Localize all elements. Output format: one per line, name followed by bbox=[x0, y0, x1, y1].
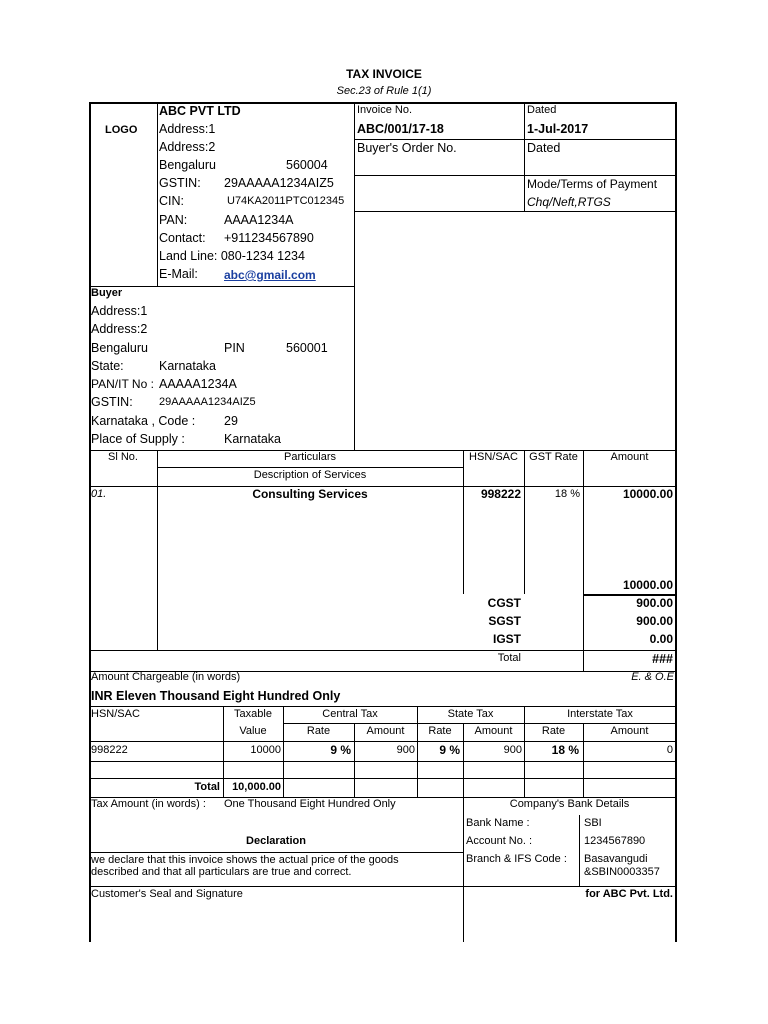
logo-divider bbox=[157, 103, 158, 286]
branch-name: Basavangudi bbox=[584, 853, 648, 865]
buyer-order-label: Buyer's Order No. bbox=[357, 141, 457, 155]
frame-left-line bbox=[89, 102, 91, 942]
frame-right-line bbox=[675, 102, 677, 942]
invoice-no-label: Invoice No. bbox=[357, 104, 413, 116]
inter-rate-header: Rate bbox=[541, 725, 566, 737]
meta-line-3 bbox=[354, 211, 676, 212]
tax-row-inter-amount: 0 bbox=[666, 744, 673, 756]
declaration-line-2: described and that all particulars are true and correct. bbox=[91, 866, 352, 878]
gst-divider bbox=[524, 450, 525, 594]
tax-total-value: 10,000.00 bbox=[232, 781, 281, 793]
invoice-date: 1-Jul-2017 bbox=[527, 122, 589, 136]
seller-pan-label: PAN: bbox=[159, 213, 188, 227]
seller-pan: AAAA1234A bbox=[224, 213, 294, 227]
seller-divider bbox=[354, 103, 355, 451]
item-amount: 10000.00 bbox=[622, 487, 673, 501]
total-amount: ### bbox=[652, 652, 673, 666]
amount-words: INR Eleven Thousand Eight Hundred Only bbox=[91, 689, 341, 703]
buyer-pin-label: PIN bbox=[224, 341, 245, 355]
buyer-pin: 560001 bbox=[286, 341, 328, 355]
tax-total-label: Total bbox=[194, 781, 220, 793]
seller-city: Bengaluru bbox=[159, 158, 216, 172]
buyer-state-label: State: bbox=[91, 359, 124, 373]
state-amount-header: Amount bbox=[474, 725, 513, 737]
tax-row-value: 10000 bbox=[250, 744, 281, 756]
total-line bbox=[89, 650, 677, 651]
seller-address2: Address:2 bbox=[159, 140, 216, 154]
total-label: Total bbox=[497, 652, 521, 664]
logo-placeholder: LOGO bbox=[105, 124, 138, 136]
place-of-supply-label: Place of Supply : bbox=[91, 432, 185, 446]
tax-col-value: Value bbox=[239, 725, 267, 737]
buyer-gstin-label: GSTIN: bbox=[91, 395, 133, 409]
meta-line-1 bbox=[354, 139, 676, 140]
particulars-split bbox=[157, 467, 463, 468]
for-company-label: for ABC Pvt. Ltd. bbox=[585, 888, 673, 900]
tax-row-central-rate: 9 % bbox=[330, 743, 351, 757]
buyer-heading: Buyer bbox=[91, 287, 123, 299]
buyer-address2: Address:2 bbox=[91, 322, 148, 336]
bank-details-heading: Company's Bank Details bbox=[509, 798, 630, 810]
payment-terms: Chq/Neft,RTGS bbox=[527, 195, 611, 209]
payment-terms-label: Mode/Terms of Payment bbox=[527, 177, 658, 191]
bank-name-label: Bank Name : bbox=[466, 817, 530, 829]
order-dated-label: Dated bbox=[527, 141, 561, 155]
declaration-line bbox=[89, 852, 463, 853]
meta-divider bbox=[524, 103, 525, 212]
buyer-address1: Address:1 bbox=[91, 304, 148, 318]
central-amount-header: Amount bbox=[366, 725, 405, 737]
customer-seal-label: Customer's Seal and Signature bbox=[91, 888, 243, 900]
account-label: Account No. : bbox=[466, 835, 533, 847]
buyer-city: Bengaluru bbox=[91, 341, 148, 355]
tax-row-line bbox=[89, 761, 677, 762]
tax-col-hsn: HSN/SAC bbox=[91, 708, 140, 720]
place-of-supply: Karnataka bbox=[224, 432, 281, 446]
seller-gstin-label: GSTIN: bbox=[159, 176, 201, 190]
item-hsn: 998222 bbox=[480, 487, 521, 501]
item-gst-rate: 18 % bbox=[554, 488, 580, 500]
invoice-no: ABC/001/17-18 bbox=[357, 122, 444, 136]
seller-cin-label: CIN: bbox=[159, 194, 184, 208]
buyer-state-code: 29 bbox=[224, 414, 238, 428]
seller-landline: Land Line: 080-1234 1234 bbox=[159, 249, 305, 263]
igst-amount: 0.00 bbox=[649, 632, 673, 646]
state-rate-header: Rate bbox=[428, 725, 452, 737]
meta-line-2 bbox=[354, 175, 676, 176]
buyer-code-label: Karnataka , Code : bbox=[91, 414, 196, 428]
buyer-gstin: 29AAAAA1234AIZ5 bbox=[159, 396, 256, 408]
item-slno: 01. bbox=[91, 488, 107, 500]
invoice-title: TAX INVOICE bbox=[346, 67, 422, 81]
tax-blank-line bbox=[89, 778, 677, 779]
invoice-subtitle: Sec.23 of Rule 1(1) bbox=[336, 85, 432, 97]
igst-label: IGST bbox=[492, 632, 521, 646]
buyer-line bbox=[89, 286, 354, 287]
tax-header-bottom bbox=[89, 741, 677, 742]
buyer-pan: AAAAA1234A bbox=[159, 377, 237, 391]
cgst-amount: 900.00 bbox=[636, 596, 673, 610]
seller-email-label: E-Mail: bbox=[159, 267, 198, 281]
inter-amount-header: Amount bbox=[610, 725, 649, 737]
amount-words-label: Amount Chargeable (in words) bbox=[91, 671, 241, 683]
branch-label: Branch & IFS Code : bbox=[466, 853, 567, 865]
col-description-header: Description of Services bbox=[253, 469, 367, 481]
tax-row-state-rate: 9 % bbox=[439, 743, 460, 757]
seller-cin: U74KA2011PTC012345 bbox=[227, 195, 345, 207]
central-rate-header: Rate bbox=[306, 725, 331, 737]
cgst-label: CGST bbox=[487, 596, 521, 610]
ifs-code: &SBIN0003357 bbox=[584, 866, 660, 878]
hsn-divider bbox=[463, 450, 464, 594]
tax-row-state-amount: 900 bbox=[503, 744, 522, 756]
tax-row-central-amount: 900 bbox=[396, 744, 415, 756]
seller-contact: +911234567890 bbox=[224, 231, 314, 245]
item-description: Consulting Services bbox=[252, 487, 368, 501]
tax-col-interstate: Interstate Tax bbox=[567, 708, 633, 720]
seller-email-link[interactable]: abc@gmail.com bbox=[224, 268, 316, 282]
bank-divider bbox=[579, 815, 580, 886]
declaration-heading: Declaration bbox=[246, 835, 306, 847]
buyer-state: Karnataka bbox=[159, 359, 216, 373]
tax-words: One Thousand Eight Hundred Only bbox=[224, 798, 396, 810]
tax-row-inter-rate: 18 % bbox=[551, 743, 579, 757]
seller-gstin: 29AAAAA1234AIZ5 bbox=[224, 176, 334, 190]
sgst-amount: 900.00 bbox=[636, 614, 673, 628]
declaration-line-1: we declare that this invoice shows the actual price of the goods bbox=[91, 854, 399, 866]
subtotal-amount: 10000.00 bbox=[622, 578, 673, 592]
seller-contact-label: Contact: bbox=[159, 231, 206, 245]
col-gst-header: GST Rate bbox=[529, 451, 578, 463]
col-slno-header: Sl No. bbox=[108, 451, 138, 463]
buyer-pan-label: PAN/IT No : bbox=[91, 377, 154, 391]
col-amount-header: Amount bbox=[610, 451, 649, 463]
footer-divider bbox=[463, 797, 464, 942]
eoe-note: E. & O.E bbox=[631, 671, 674, 683]
seller-name: ABC PVT LTD bbox=[159, 104, 241, 118]
col-hsn-header: HSN/SAC bbox=[469, 451, 518, 463]
seller-pin: 560004 bbox=[286, 158, 328, 172]
tax-row-hsn: 998222 bbox=[91, 744, 128, 756]
tax-table-top bbox=[89, 706, 677, 707]
sgst-label: SGST bbox=[488, 614, 521, 628]
seller-address1: Address:1 bbox=[159, 122, 216, 136]
bank-name: SBI bbox=[584, 817, 602, 829]
tax-words-label: Tax Amount (in words) : bbox=[91, 798, 206, 810]
tax-subheader-line bbox=[283, 723, 676, 724]
tax-col-state: State Tax bbox=[447, 708, 494, 720]
tax-col-taxable: Taxable bbox=[234, 708, 272, 720]
dated-label: Dated bbox=[527, 104, 557, 116]
tax-col-central: Central Tax bbox=[322, 708, 378, 720]
account-number: 1234567890 bbox=[584, 835, 646, 847]
col-particulars-header: Particulars bbox=[284, 451, 336, 463]
signature-line bbox=[89, 886, 677, 887]
